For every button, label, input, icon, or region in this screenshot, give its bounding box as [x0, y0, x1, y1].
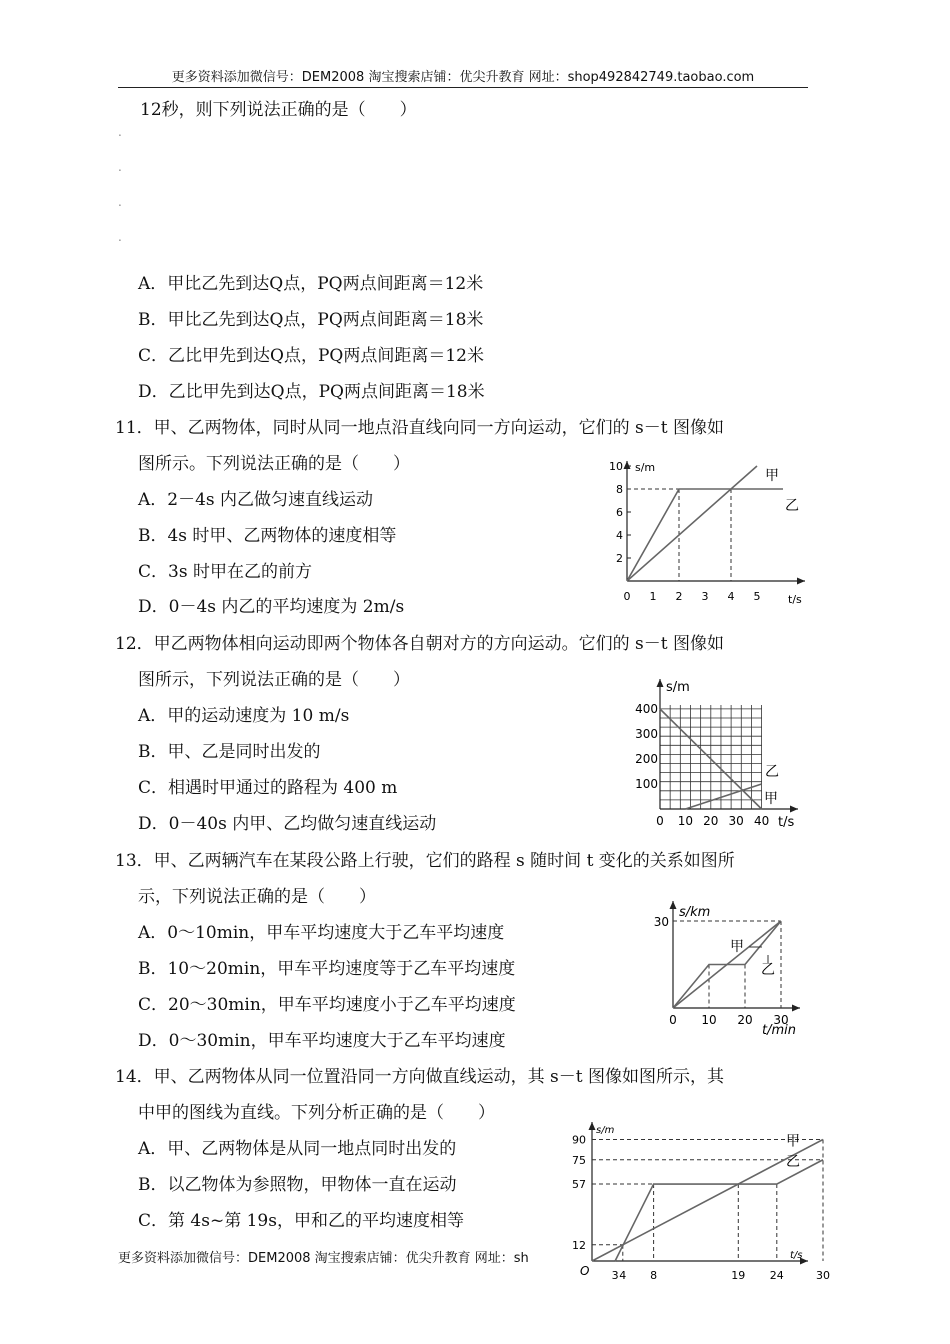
y-axis-label: s/m — [666, 680, 690, 695]
y-axis-label: s/m — [635, 461, 656, 474]
x-tick-label: 30 — [816, 1269, 830, 1282]
q14-option-b: B．以乙物体为参照物，甲物体一直在运动 — [138, 1175, 457, 1195]
q12-option-b: B．甲、乙是同时出发的 — [138, 742, 321, 762]
q10-option-c: C．乙比甲先到达Q点，PQ两点间距离＝12米 — [138, 346, 484, 366]
q11-option-d: D．0－4s 内乙的平均速度为 2m/s — [138, 597, 405, 617]
y-axis-label: s/m — [596, 1125, 615, 1136]
x-axis-arrow — [797, 578, 805, 585]
series-jia-label: 甲 — [765, 468, 779, 484]
q10-stem-tail: 12秒，则下列说法正确的是（ ） — [140, 100, 417, 120]
y-tick-label: 100 — [635, 777, 658, 791]
q11-option-c: C．3s 时甲在乙的前方 — [138, 562, 312, 582]
q13-stem-line2: 示，下列说法正确的是（ ） — [138, 887, 376, 907]
q11-option-a: A．2－4s 内乙做匀速直线运动 — [138, 490, 374, 510]
series-jia-label: 甲 — [730, 939, 744, 955]
q10-option-d: D．乙比甲先到达Q点，PQ两点间距离＝18米 — [138, 382, 485, 402]
blank-mark: . — [118, 195, 122, 209]
x-tick-label: 3 — [701, 590, 709, 603]
series-jia-line — [627, 466, 757, 581]
x-tick-label: 24 — [769, 1269, 784, 1282]
x-tick-label: 4 — [727, 590, 735, 603]
y-tick-label: 10 — [609, 460, 623, 473]
y-tick-label: 30 — [653, 915, 669, 929]
x-tick-label: 0 — [623, 590, 631, 603]
q11-stem-line1: 11．甲、乙两物体，同时从同一地点沿直线向同一方向运动，它们的 s－t 图像如 — [115, 418, 724, 438]
y-tick-label: 400 — [635, 702, 658, 716]
q12-stem-line1: 12．甲乙两物体相向运动即两个物体各自朝对方的方向运动。它们的 s－t 图像如 — [115, 634, 724, 654]
header-rule — [118, 87, 808, 88]
x-axis-arrow — [790, 806, 798, 813]
q10-option-b: B．甲比乙先到达Q点，PQ两点间距离＝18米 — [138, 310, 484, 330]
y-axis-arrow — [624, 461, 631, 469]
page-footer: 更多资料添加微信号：DEM2008 淘宝搜索店铺：优尖升教育 网址：sh — [118, 1251, 529, 1266]
series-yi-line — [685, 784, 761, 809]
y-axis-arrow — [657, 679, 664, 687]
x-tick-label: 2 — [675, 590, 683, 603]
q11-stem-line2: 图所示。下列说法正确的是（ ） — [138, 454, 410, 474]
q13-option-b: B．10～20min，甲车平均速度等于乙车平均速度 — [138, 959, 516, 979]
x-tick-label: 1 — [649, 590, 657, 603]
y-tick-label: 12 — [572, 1238, 586, 1252]
series-jia-label: 甲 — [786, 1133, 800, 1150]
x-tick-label: 4 — [619, 1269, 627, 1282]
fig12-st-graph — [628, 673, 808, 833]
series-jia-label: 甲 — [764, 791, 778, 807]
x-axis-label: t/min — [762, 1023, 796, 1038]
x-axis-label: t/s — [788, 593, 802, 606]
series-yi-label: 乙 — [761, 962, 775, 978]
q12-option-c: C．相遇时甲通过的路程为 400 m — [138, 778, 398, 798]
x-tick-label: 5 — [753, 590, 761, 603]
q12-stem-line2: 图所示，下列说法正确的是（ ） — [138, 670, 410, 690]
y-tick-label: 2 — [616, 552, 623, 565]
y-tick-label: 4 — [616, 529, 623, 542]
q13-stem-line1: 13．甲、乙两辆汽车在某段公路上行驶，它们的路程 s 随时间 t 变化的关系如图所 — [115, 851, 735, 871]
q14-stem-line1: 14．甲、乙两物体从同一位置沿同一方向做直线运动，其 s－t 图像如图所示，其 — [115, 1067, 724, 1087]
q11-option-b: B．4s 时甲、乙两物体的速度相等 — [138, 526, 397, 546]
q13-option-c: C．20～30min，甲车平均速度小于乙车平均速度 — [138, 995, 516, 1015]
x-tick-label: 0 — [656, 814, 664, 828]
series-yi-label: 乙 — [765, 764, 779, 780]
y-tick-label: 8 — [616, 483, 623, 496]
y-tick-label: 90 — [572, 1133, 586, 1147]
x-tick-label: 40 — [753, 814, 770, 828]
series-yi-line — [627, 489, 783, 581]
y-tick-label: 57 — [572, 1178, 586, 1192]
q14-option-c: C．第 4s~第 19s，甲和乙的平均速度相等 — [138, 1211, 464, 1231]
y-tick-label: 6 — [616, 506, 623, 519]
series-yi-line — [615, 1160, 823, 1261]
q10-option-a: A．甲比乙先到达Q点，PQ两点间距离＝12米 — [138, 274, 484, 294]
x-tick-label: 30 — [728, 814, 744, 828]
q12-option-d: D．0－40s 内甲、乙均做匀速直线运动 — [138, 814, 437, 834]
x-axis-arrow — [792, 1005, 800, 1012]
x-tick-label: 8 — [650, 1269, 658, 1282]
x-tick-label: 3 — [611, 1269, 619, 1282]
x-axis-label: t/s — [778, 815, 795, 830]
q13-option-a: A．0～10min，甲车平均速度大于乙车平均速度 — [138, 923, 505, 943]
q14-option-a: A．甲、乙两物体是从同一地点同时出发的 — [138, 1139, 457, 1159]
fig13-st-graph — [650, 895, 810, 1040]
x-tick-label: 30 — [773, 1013, 789, 1027]
x-axis-label: t/s — [790, 1250, 803, 1261]
x-tick-label: 20 — [703, 814, 719, 828]
y-tick-label: 300 — [635, 727, 658, 741]
x-tick-label: 10 — [701, 1013, 717, 1027]
blank-mark: . — [118, 160, 122, 174]
y-axis-arrow — [670, 901, 677, 909]
y-tick-label: 75 — [572, 1153, 586, 1167]
fig11-st-graph — [600, 455, 815, 610]
x-tick-label: 20 — [737, 1013, 753, 1027]
y-tick-label: 200 — [635, 752, 658, 766]
origin-label: O — [580, 1264, 590, 1278]
q14-stem-line2: 中甲的图线为直线。下列分析正确的是（ ） — [138, 1103, 495, 1123]
series-yi-label: 乙 — [786, 1153, 800, 1170]
y-axis-arrow — [589, 1122, 596, 1130]
x-tick-label: 0 — [669, 1013, 677, 1027]
blank-mark: . — [118, 125, 122, 139]
blank-mark: . — [118, 230, 122, 244]
q12-option-a: A．甲的运动速度为 10 m/s — [138, 706, 350, 726]
x-tick-label: 10 — [677, 814, 694, 828]
x-tick-label: 19 — [731, 1269, 746, 1282]
fig14-st-graph — [550, 1118, 830, 1288]
y-axis-label: s/km — [679, 905, 711, 920]
page-header: 更多资料添加微信号：DEM2008 淘宝搜索店铺：优尖升教育 网址：shop492842749.taobao.com — [171, 70, 755, 85]
series-yi-label: 乙 — [785, 498, 799, 514]
q13-option-d: D．0～30min，甲车平均速度大于乙车平均速度 — [138, 1031, 506, 1051]
